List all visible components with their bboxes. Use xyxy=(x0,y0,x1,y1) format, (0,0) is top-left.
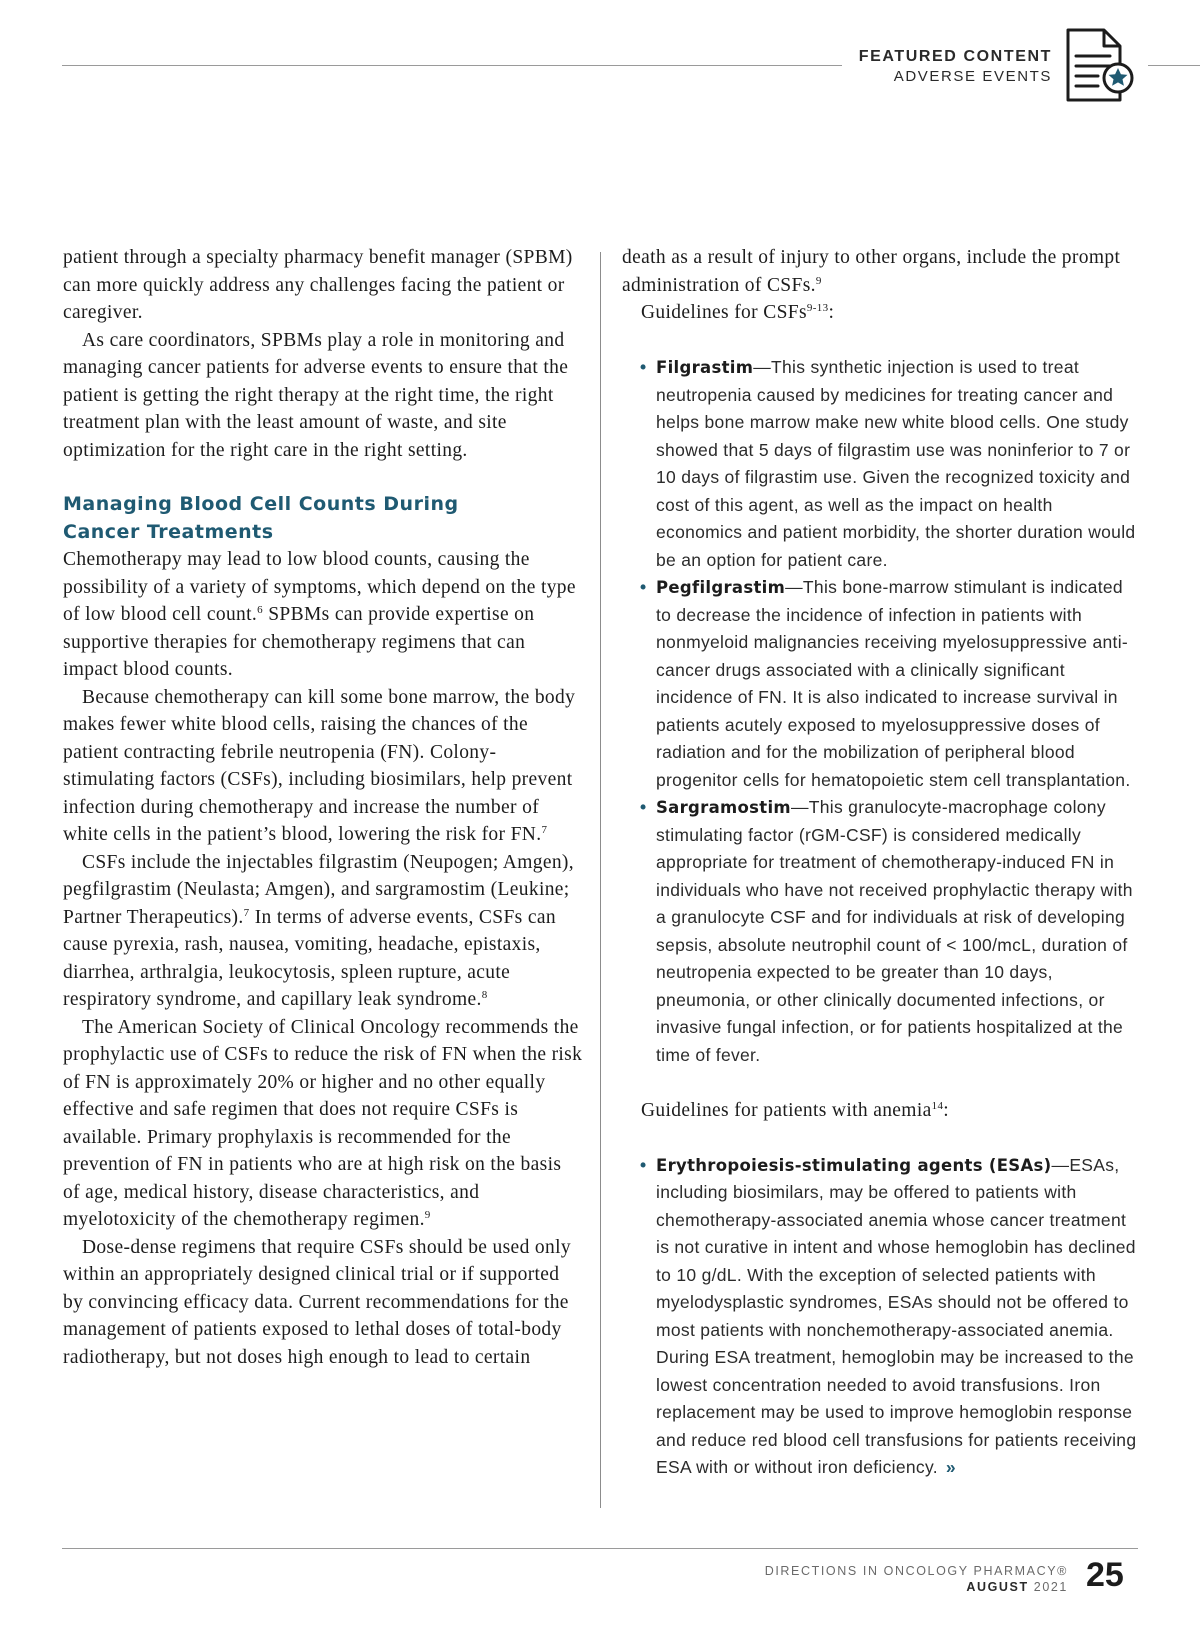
list-item xyxy=(622,1152,1142,1482)
bullet-dot-icon: • xyxy=(640,1154,647,1175)
list-item xyxy=(622,794,1142,1069)
paragraph-text: The American Society of Clinical Oncology recommends the prophylactic use of CSFs to reduce the risk of FN when the risk of FN is approximately 20% or higher and no other equally effective and safe regimen that does not require CSFs is available. Primary prophylaxis is recommended for the prevention of FN in patients who are at high risk on the basis of age, medical history, disease characteristics, and myelotoxicity of the chemotherapy regimen. xyxy=(63,1016,583,1230)
continue-chevron-icon: » xyxy=(945,1457,956,1477)
bullet-text: —This synthetic injection is used to treat neutropenia caused by medicines for treating cancer and helps bone marrow make new white blood cells. One study showed that 5 days of filgrastim use was noninferior to 7 or 10 days of filgrastim use. Given the recognized toxicity and cost of this agent, as well as the impact on health economics and patient morbidity, the shorter duration would be an option for patient care. xyxy=(656,357,1136,570)
section-header xyxy=(859,47,1052,87)
header-kicker: FEATURED CONTENT xyxy=(858,48,1052,65)
paragraph xyxy=(63,1014,583,1234)
bullet-term: Sargramostim xyxy=(656,798,791,817)
footer-rule xyxy=(62,1548,1138,1549)
bullet-dot-icon: • xyxy=(640,357,647,377)
section-heading xyxy=(63,491,583,546)
section-heading-line: Cancer Treatments xyxy=(63,520,274,543)
bullet-text: —ESAs, including biosimilars, may be offered to patients with chemotherapy-associated anemia whose cancer treatment is not curative in intent and whose hemoglobin has declined to 10 g/dL. With the exception of selected patients with myelodysplastic syndromes, ESAs should not be offered to most patients with nonchemotherapy-associated anemia. During ESA treatment, hemoglobin may be increased to the lowest concentration needed to avoid transfusions. Iron replacement may be used to improve hemoglobin response and reduce red blood cell transfusions for patients receiving ESA with or without iron deficiency. xyxy=(656,1154,1137,1477)
reference-superscript: 8 xyxy=(481,989,488,1001)
bullet-term: Erythropoiesis-stimulating agents (ESAs) xyxy=(656,1155,1052,1175)
footer-issue xyxy=(765,1579,1068,1595)
paragraph: As care coordinators, SPBMs play a role in monitoring and managing cancer patients for adverse events to ensure that the patient is getting the right therapy at the right time, the right treatment plan with the least amount of waste, and site optimization for the right care in the right setting. xyxy=(63,329,569,461)
document-star-icon xyxy=(1064,26,1140,106)
footer-publication: DIRECTIONS IN ONCOLOGY PHARMACY® xyxy=(764,1564,1068,1578)
column-divider xyxy=(600,252,601,1508)
page-number: 25 xyxy=(1086,1556,1124,1594)
paragraph xyxy=(63,684,583,849)
guidelines-anemia-heading xyxy=(622,1097,1142,1125)
paragraph-text: death as a result of injury to other organs, include the prompt administration of CSFs. xyxy=(622,247,1121,296)
reference-superscript: 9-13 xyxy=(806,302,829,314)
anemia-bullet-list xyxy=(622,1152,1142,1482)
paragraph xyxy=(63,849,583,1014)
list-item xyxy=(622,354,1142,574)
right-column xyxy=(622,244,1142,1482)
colon: : xyxy=(828,302,835,323)
bullet-text: —This bone-marrow stimulant is indicated to decrease the incidence of infection in patients with nonmyeloid malignancies receiving myelosuppressive anti-cancer drugs associated with a clinically significant incidence of FN. It is also indicated to increase survival in patients acutely exposed to myelosuppressive doses of radiation and for the mobilization of peripheral blood progenitor cells for hematopoietic stem cell transplantation. xyxy=(656,577,1131,790)
section-heading-line: Managing Blood Cell Counts During xyxy=(63,493,459,515)
paragraph: patient through a specialty pharmacy benefit manager (SPBM) can more quickly address any challenges facing the patient or caregiver. xyxy=(63,247,573,323)
reference-superscript: 9 xyxy=(424,1209,431,1221)
csf-bullet-list xyxy=(622,354,1142,1069)
paragraph xyxy=(63,546,583,684)
paragraph: Dose-dense regimens that require CSFs should be used only within an appropriately designed clinical trial or if supported by convincing efficacy data. Current recommendations for the management of patients exposed to lethal doses of total-body radiotherapy, but not doses high enough to lead to certain xyxy=(63,1236,571,1368)
guidelines-text: Guidelines for patients with anemia xyxy=(641,1099,932,1121)
spacer xyxy=(622,1069,1142,1097)
guidelines-csf-heading xyxy=(622,299,1142,327)
bullet-term: Filgrastim xyxy=(656,358,754,377)
bullet-dot-icon: • xyxy=(640,577,647,597)
reference-superscript: 7 xyxy=(243,906,250,919)
paragraph-text: SPBMs can provide expertise on supportive therapies for chemotherapy regimens that can impact blood counts. xyxy=(63,604,535,680)
paragraph xyxy=(622,244,1142,299)
footer xyxy=(765,1563,1068,1595)
header-rule-right xyxy=(1148,65,1200,66)
paragraph-text: Chemotherapy may lead to low blood counts, causing the possibility of a variety of symptoms, which depend on the type of low blood cell count. xyxy=(63,549,576,625)
bullet-text: —This granulocyte-macrophage colony stimulating factor (rGM-CSF) is considered medically appropriate for treatment of chemotherapy-induced FN in individuals who have not received prophylactic therapy with a granulocyte CSF and for individuals at risk of developing sepsis, absolute neutrophil count of < 100/mcL, duration of neutropenia expected to be greater than 10 days, pneumonia, or other clinically documented infections, or invasive fungal infection, or for patients hospitalized at the time of fever. xyxy=(656,797,1133,1065)
footer-month: AUGUST xyxy=(966,1580,1029,1594)
spacer xyxy=(622,1124,1142,1152)
reference-superscript: 14 xyxy=(931,1099,944,1112)
guidelines-text: Guidelines for CSFs xyxy=(641,302,807,323)
footer-year: 2021 xyxy=(1033,1580,1068,1594)
colon: : xyxy=(943,1099,950,1121)
left-column xyxy=(63,244,583,1371)
reference-superscript: 9 xyxy=(815,274,822,287)
header-rule-left xyxy=(62,65,842,66)
list-item xyxy=(622,574,1142,794)
bullet-dot-icon: • xyxy=(640,797,647,817)
reference-superscript: 6 xyxy=(257,604,264,616)
paragraph-text: In terms of adverse events, CSFs can cause pyrexia, rash, nausea, vomiting, headache, epistaxis, diarrhea, arthralgia, leukocytosis, spleen rupture, acute respiratory syndrome, and capillary leak syndrome. xyxy=(63,906,556,1010)
spacer xyxy=(622,327,1142,355)
paragraph-text: CSFs include the injectables filgrastim (Neupogen; Amgen), pegfilgrastim (Neulasta; Amgen), and sargramostim (Leukine; Partner Therapeutics). xyxy=(63,851,575,928)
header-section: ADVERSE EVENTS xyxy=(893,68,1052,85)
paragraph-text: Because chemotherapy can kill some bone marrow, the body makes fewer white blood cells, raising the chances of the patient contracting febrile neutropenia (FN). Colony-stimulating factors (CSFs), including biosimilars, help prevent infection during chemotherapy and increase the number of white cells in the patient’s blood, lowering the risk for FN. xyxy=(63,686,576,845)
reference-superscript: 7 xyxy=(541,824,548,836)
bullet-term: Pegfilgrastim xyxy=(656,578,786,597)
